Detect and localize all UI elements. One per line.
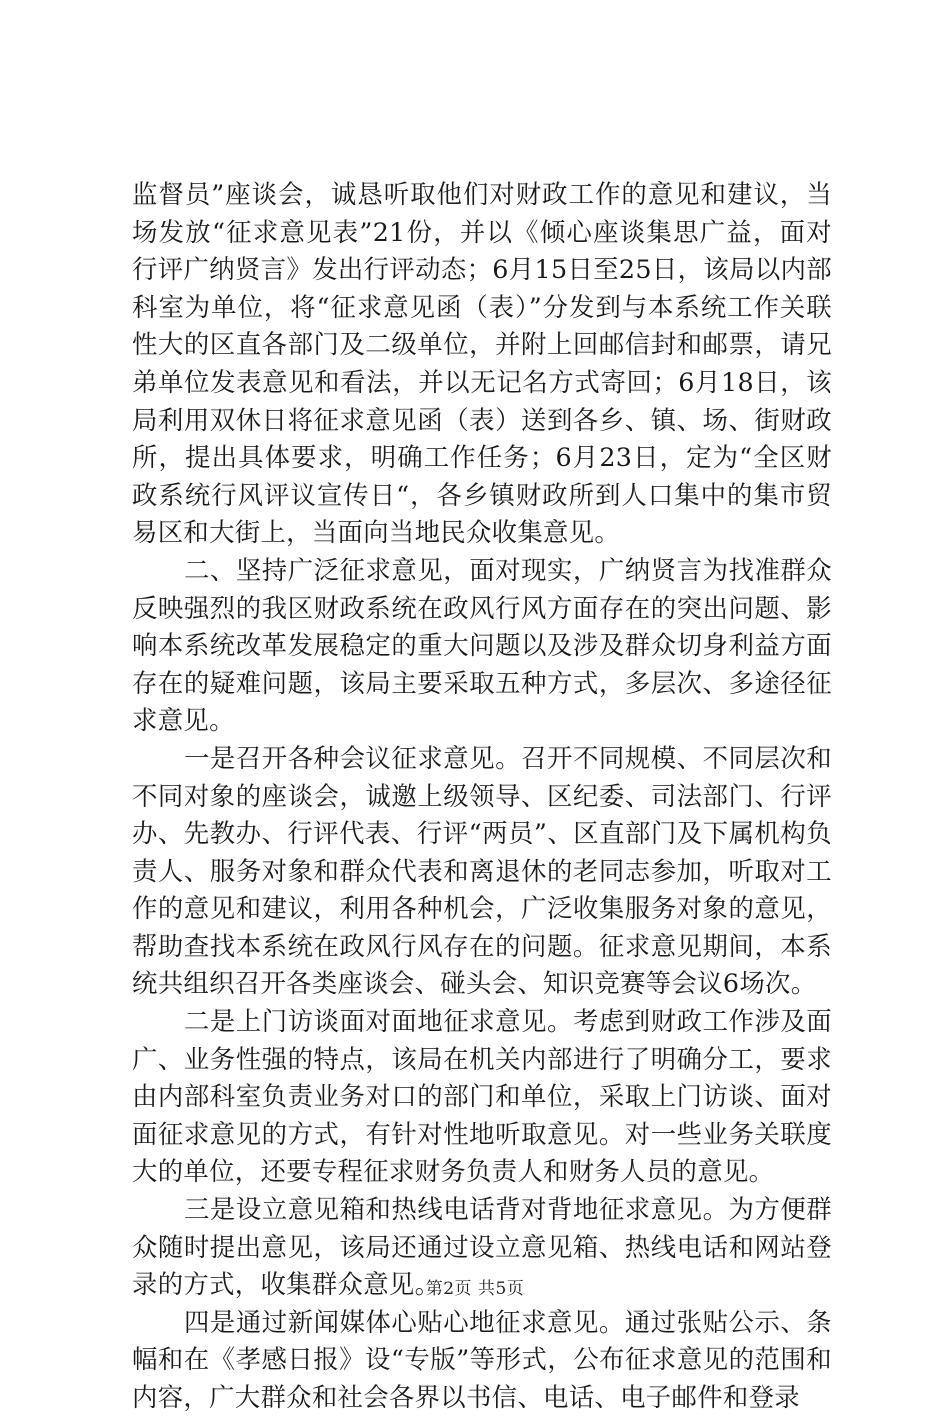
document-body (132, 176, 832, 1417)
paragraph-method-two: 二是上门访谈面对面地征求意见。考虑到财政工作涉及面广、业务性强的特点，该局在机关内部进行了明确分工，要求由内部科室负责业务对口的部门和单位，采取上门访谈、面对面征求意见的方式，有针对性地听取意见。对一些业务关联度大的单位，还要专程征求财务负责人和财务人员的意见。 (132, 1006, 832, 1187)
paragraph-section-two: 二、坚持广泛征求意见，面对现实，广纳贤言为找准群众反映强烈的我区财政系统在政风行风方面存在的突出问题、影响本系统改革发展稳定的重大问题以及涉及群众切身利益方面存在的疑难问题，该局主要采取五种方式，多层次、多途径征求意见。 (132, 554, 832, 736)
paragraph-method-four: 四是通过新闻媒体心贴心地征求意见。通过张贴公示、条幅和在《孝感日报》设“专版”等形式，公布征求意见的范围和内容，广大群众和社会各界以书信、电话、电子邮件和登录 (132, 1306, 832, 1412)
paragraph-method-one: 一是召开各种会议征求意见。召开不同规模、不同层次和不同对象的座谈会，诚邀上级领导、区纪委、司法部门、行评办、先教办、行评代表、行评“两员”、区直部门及下属机构负责人、服务对象和群众代表和离退休的老同志参加，听取对工作的意见和建议，利用各种机会，广泛收集服务对象的意见，帮助查找本系统在政风行风存在的问题。征求意见期间，本系统共组织召开各类座谈会、碰头会、知识竞赛等会议6场次。 (132, 742, 832, 999)
paragraph-continuation: 监督员”座谈会，诚恳听取他们对财政工作的意见和建议，当场发放“征求意见表”21份，并以《倾心座谈集思广益，面对行评广纳贤言》发出行评动态；6月15日至25日，该局以内部科室为单位，将“征求意见函（表）”分发到与本系统工作关联性大的区直各部门及二级单位，并附上回邮信封和邮票，请兄弟单位发表意见和看法，并以无记名方式寄回；6月18日，该局利用双休日将征求意见函（表）送到各乡、镇、场、街财政所，提出具体要求，明确工作任务；6月23日，定为“全区财政系统行风评议宣传日“，各乡镇财政所到人口集中的集市贸易区和大街上，当面向当地民众收集意见。 (132, 179, 832, 548)
paragraph-method-three: 三是设立意见箱和热线电话背对背地征求意见。为方便群众随时提出意见，该局还通过设立意见箱、热线电话和网站登录的方式，收集群众意见。 (132, 1194, 832, 1300)
page-number-footer: 第2页 共5页 (425, 1279, 525, 1299)
